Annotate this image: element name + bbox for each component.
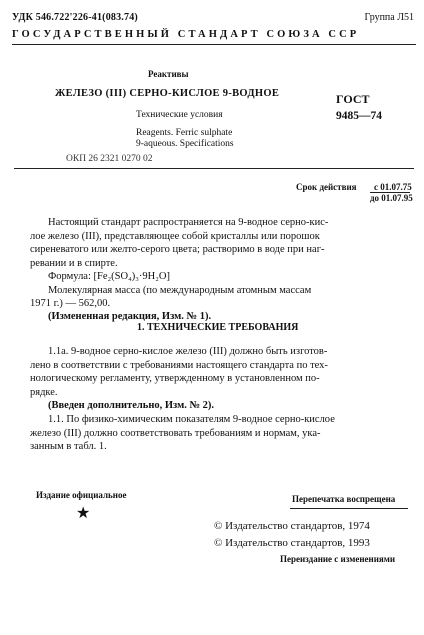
footer-divider [290, 508, 408, 509]
intro-line: лое железо (III), представляющее собой кристаллы или порошок [30, 231, 320, 242]
validity-to: до 01.07.95 [370, 193, 413, 203]
validity-label: Срок действия [296, 182, 357, 192]
para-1-1-line: 1.1. По физико-химическим показателям 9-водное серно-кислое [48, 414, 335, 425]
para-1-1a-line: 1.1а. 9-водное серно-кислое железо (III) должно быть изготов- [48, 346, 328, 357]
para-1-1a-line: лено в соответствии с требованиями настоящего стандарта по тех- [30, 360, 328, 371]
english-title-line-2: 9-aqueous. Specifications [136, 139, 234, 149]
validity-from: с 01.07.75 [374, 182, 412, 192]
okp-code: ОКП 26 2321 0270 02 [66, 154, 153, 164]
formula: Формула: [Fe₂(SO₄)₃·9H₂O] [48, 271, 170, 282]
subtitle: Технические условия [136, 110, 223, 120]
copyright-1974: © Издательство стандартов, 1974 [214, 520, 370, 532]
added-note: (Введен дополнительно, Изм. № 2). [48, 400, 215, 411]
reprint-forbidden-label: Перепечатка воспрещена [292, 494, 396, 504]
category-label: Реактивы [148, 69, 189, 79]
para-1-1a-line: рядке. [30, 387, 58, 398]
molar-mass-line: Молекулярная масса (по международным атомным массам [48, 285, 312, 296]
revision-note: (Измененная редакция, Изм. № 1). [48, 311, 212, 322]
udk-code: УДК 546.722'226-41(083.74) [12, 12, 138, 23]
gost-label: ГОСТ [336, 92, 370, 106]
star-icon: ★ [76, 505, 91, 522]
title-divider [14, 168, 414, 169]
para-1-1a-line: нологическому регламенту, утвержденному в установленном по- [30, 373, 320, 384]
header-divider [12, 44, 416, 45]
group-code: Группа Л51 [364, 12, 414, 23]
document-title: ЖЕЛЕЗО (III) СЕРНО-КИСЛОЕ 9-ВОДНОЕ [55, 88, 280, 99]
gost-number: 9485—74 [336, 110, 382, 122]
copyright-1993: © Издательство стандартов, 1993 [214, 537, 370, 549]
para-1-1-line: занным в табл. 1. [30, 441, 107, 452]
intro-line: сиреневатого или желто-серого цвета; растворимо в воде при наг- [30, 244, 325, 255]
intro-line: Настоящий стандарт распространяется на 9-водное серно-кис- [48, 217, 329, 228]
official-edition-label: Издание официальное [36, 490, 127, 500]
molar-mass-line: 1971 г.) — 562,00. [30, 298, 111, 309]
standard-header: ГОСУДАРСТВЕННЫЙ СТАНДАРТ СОЮЗА ССР [12, 29, 360, 40]
english-title-line-1: Reagents. Ferric sulphate [136, 128, 233, 138]
intro-line: ревании и в спирте. [30, 258, 118, 269]
reprint-with-changes-label: Переиздание с изменениями [280, 554, 396, 564]
para-1-1-line: железо (III) должно соответствовать требованиям и нормам, ука- [30, 428, 321, 439]
section-title: 1. ТЕХНИЧЕСКИЕ ТРЕБОВАНИЯ [137, 322, 299, 333]
